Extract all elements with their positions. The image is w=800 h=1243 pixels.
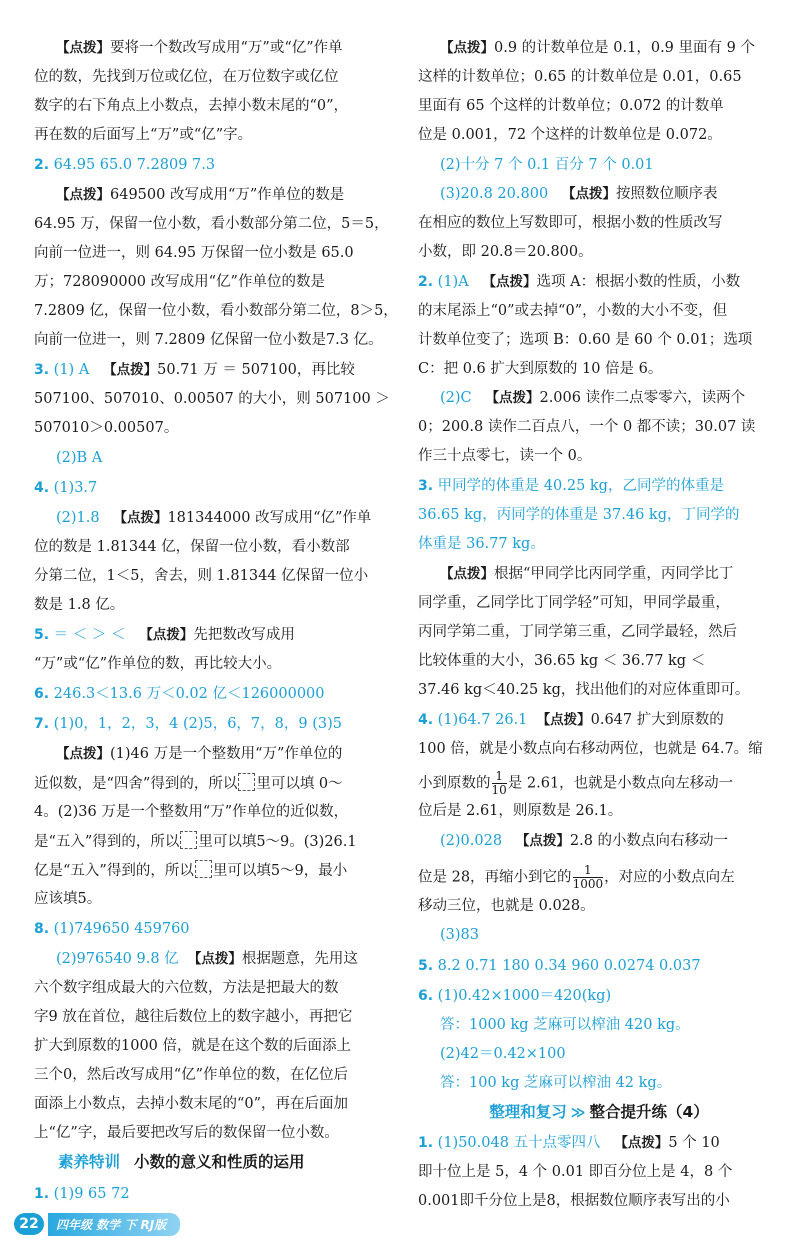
text-line: 面添上小数点，去掉小数末尾的“0”，再在后面加 — [34, 1096, 349, 1112]
answer-text: 36.65 kg，丙同学的体重是 37.46 kg，丁同学的 — [418, 507, 740, 523]
section-heading — [418, 1101, 780, 1124]
text-line — [34, 860, 396, 881]
section-heading — [34, 1151, 420, 1173]
text-line: 同学重，乙同学比丁同学轻”可知，甲同学最重， — [418, 595, 730, 611]
question-number: 4. — [418, 712, 434, 728]
question-number: 6. — [418, 988, 434, 1004]
text-segment: 亿是“五入”得到的，所以 — [34, 863, 194, 879]
answer-z1 — [418, 1133, 780, 1153]
tip-label: 【 点拨 】 — [139, 627, 193, 643]
text-segment: 里可以填5～9，最小 — [212, 863, 348, 879]
tip-label: 【 点拨 】 — [537, 712, 591, 728]
denominator: 1000 — [572, 877, 604, 891]
tip-label: 【 点拨 】 — [103, 362, 157, 378]
tip-label: 【 点拨 】 — [440, 40, 494, 56]
tip-text: 2.8 的小数点向右移动一 — [569, 833, 729, 849]
answer-text: (2)B A — [56, 450, 103, 466]
text-line: 向前一位进一，则 7.2809 亿保留一位小数是7.3 亿。 — [34, 332, 383, 348]
answer-text: (2)C — [440, 390, 472, 406]
denominator: 10 — [491, 783, 507, 797]
text-line: 三个0，然后改写成用“亿”作单位的数，在亿位后 — [34, 1067, 349, 1083]
text-segment: 里可以填5～9。(3)26.1 — [198, 834, 357, 850]
double-chevron-icon: ≫ — [570, 1105, 586, 1121]
text-line: 小数，即 20.8＝20.800。 — [418, 244, 593, 260]
question-number: 7. — [34, 716, 50, 732]
text-line: 六个数字组成最大的六位数，方法是把最大的数 — [34, 980, 339, 996]
text-line: 即十位上是 5，4 个 0.01 即百分位上是 4，8 个 — [418, 1164, 733, 1180]
tip-text: 根据“甲同学比丙同学重，丙同学比丁 — [494, 566, 734, 582]
tip-text: 按照数位顺序表 — [616, 186, 718, 202]
question-number: 5. — [418, 958, 434, 974]
tip-text: (1)46 万是一个整数用“万”作单位的 — [110, 746, 343, 762]
text-line — [418, 388, 780, 408]
numerator: 1 — [492, 770, 507, 784]
answer-text: 甲同学的体重是 40.25 kg，乙同学的体重是 — [437, 478, 724, 494]
answer-5 — [418, 956, 780, 976]
text-line: 作三十点零七，读一个 0。 — [418, 448, 592, 464]
text-line: 数是 1.8 亿。 — [34, 597, 125, 613]
answer-3 — [418, 476, 780, 496]
text-line: 分第二位，1＜5，舍去，则 1.81344 亿保留一位小 — [34, 568, 369, 584]
text-segment: ，对应的小数点向左 — [604, 869, 735, 886]
book-brand: 四年级 数学 下 RJ版 — [48, 1213, 180, 1236]
section-title: 小数的意义和性质的运用 — [134, 1153, 305, 1171]
tip-label: 【 点拨 】 — [56, 187, 110, 203]
text-line: 0.001即千分位上是8，根据数位顺序表写出的小 — [418, 1193, 730, 1209]
page-number: 22 — [14, 1213, 44, 1235]
blank-box-icon — [238, 773, 255, 791]
text-line: 0；200.8 读作二百点八，一个 0 都不读；30.07 读 — [418, 419, 756, 435]
text-line: 里面有 65 个这样的计数单位；0.072 的计数单 — [418, 98, 724, 114]
text-line: 应该填5。 — [34, 891, 102, 907]
text-line: 向前一位进一，则 64.95 万保留一位小数是 65.0 — [34, 245, 354, 261]
text-line — [34, 38, 396, 58]
text-line: C：把 0.6 扩大到原数的 10 倍是 6。 — [418, 361, 663, 377]
answer-text: (1)0.42×1000＝420(kg) — [437, 988, 612, 1004]
text-line: 上“亿”字，最后要把改写后的数保留一位小数。 — [34, 1125, 339, 1141]
answer-text: (1)50.048 五十点零四八 — [437, 1135, 601, 1151]
text-line: 这样的计数单位；0.65 的计数单位是 0.01，0.65 — [418, 69, 742, 85]
answer-text: (2)1.8 — [56, 510, 100, 526]
answer-text: 体重是 36.77 kg。 — [418, 536, 545, 552]
text-line — [34, 185, 396, 205]
tip-label: 【 点拨 】 — [56, 40, 110, 56]
tip-label: 【 点拨 】 — [485, 390, 539, 406]
text-segment: 小到原数的 — [418, 775, 491, 792]
text-line — [418, 831, 780, 851]
text-segment: 里可以填 0～ — [256, 776, 343, 792]
answer-6 — [418, 986, 780, 1006]
answer-text: (3)83 — [440, 927, 479, 943]
tip-label: 【 点拨 】 — [483, 274, 537, 290]
text-line: 507100、507010、0.00507 的大小，则 507100 ＞ — [34, 391, 390, 407]
fraction — [573, 864, 604, 891]
tip-text: 选项 A：根据小数的性质，小数 — [536, 274, 741, 290]
answer-text: ＝ ＜ ＞ ＜ — [53, 627, 126, 643]
text-segment: 位是 28，再缩小到它的 — [418, 869, 572, 886]
answer-2 — [418, 272, 780, 292]
question-number: 2. — [418, 274, 434, 290]
answer-text: (2)十分 7 个 0.1 百分 7 个 0.01 — [440, 157, 654, 173]
text-line — [418, 564, 780, 584]
text-line: 在相应的数位上写数即可，根据小数的性质改写 — [418, 215, 723, 231]
answer-text: (1)64.7 26.1 — [437, 712, 528, 728]
text-line — [418, 38, 780, 58]
text-line: 64.95 万，保留一位小数，看小数部分第二位，5＝5， — [34, 216, 389, 232]
text-line: 位是 0.001，72 个这样的计数单位是 0.072。 — [418, 127, 722, 143]
question-number: 5. — [34, 627, 50, 643]
text-line — [34, 949, 396, 969]
text-segment: 近似数，是“四舍”得到的，所以 — [34, 776, 238, 792]
text-line — [418, 770, 780, 797]
text-line: 位的数，先找到万位或亿位，在万位数字或亿位 — [34, 69, 339, 85]
tip-text: 先把数改写成用 — [193, 627, 295, 643]
fraction — [492, 770, 507, 797]
text-line — [418, 864, 780, 891]
question-number: 1. — [418, 1135, 434, 1151]
text-line: 位后是 2.61，则原数是 26.1。 — [418, 803, 623, 819]
answer-text: 64.95 65.0 7.2809 7.3 — [53, 157, 216, 173]
text-line: 计数单位变了；选项 B：0.60 是 60 个 0.01；选项 — [418, 332, 753, 348]
tip-text: 0.9 的计数单位是 0.1，0.9 里面有 9 个 — [494, 40, 755, 56]
blank-box-icon — [180, 831, 197, 849]
answer-5 — [34, 625, 396, 645]
text-line — [34, 831, 396, 852]
answer-text: 答：100 kg 芝麻可以榨油 42 kg。 — [440, 1075, 672, 1091]
section-title: 整合提升练（4） — [589, 1103, 709, 1121]
text-line: “万”或“亿”作单位的数，再比较大小。 — [34, 656, 282, 672]
text-line: 的末尾添上“0”或去掉“0”，小数的大小不变，但 — [418, 303, 728, 319]
numerator: 1 — [573, 864, 604, 878]
answer-text: 246.3＜13.6 万＜0.02 亿＜126000000 — [53, 686, 325, 702]
answer-text: 答：1000 kg 芝麻可以榨油 420 kg。 — [440, 1017, 690, 1033]
text-line: 数字的右下角点上小数点，去掉小数末尾的“0”， — [34, 98, 349, 114]
answer-text: (1)9 65 72 — [53, 1186, 130, 1202]
answer-text: (3)20.8 20.800 — [440, 186, 549, 202]
question-number: 3. — [34, 362, 50, 378]
answer-text: (1) A — [53, 362, 90, 378]
text-line: 字9 放在首位，越往后数位上的数字越小，再把它 — [34, 1009, 353, 1025]
tip-text: 181344000 改写成用“亿”作单 — [167, 510, 372, 526]
answer-text: (1)3.7 — [53, 480, 98, 496]
text-segment: 是 2.61，也就是小数点向左移动一 — [507, 775, 734, 792]
text-line — [34, 773, 396, 794]
answer-2 — [34, 155, 396, 175]
tip-label: 【 点拨 】 — [113, 510, 167, 526]
blank-box-icon — [195, 860, 212, 878]
answer-4 — [418, 710, 780, 730]
answer-3 — [34, 360, 396, 380]
section-label: 整理和复习 — [489, 1103, 567, 1121]
text-line: 位的数是 1.81344 亿，保留一位小数，看小数部 — [34, 539, 350, 555]
tip-label: 【 点拨 】 — [562, 186, 616, 202]
tip-label: 【 点拨 】 — [440, 566, 494, 582]
text-line: 移动三位，也就是 0.028。 — [418, 898, 595, 914]
tip-text: 0.647 扩大到原数的 — [590, 712, 724, 728]
text-line: 比较体重的大小，36.65 kg ＜ 36.77 kg ＜ — [418, 653, 706, 669]
answer-text: 8.2 0.71 180 0.34 960 0.0274 0.037 — [437, 958, 701, 974]
answer-8 — [34, 919, 396, 939]
question-number: 8. — [34, 921, 50, 937]
tip-text: 2.006 读作二点零零六，读两个 — [539, 390, 746, 406]
tip-text: 根据题意，先用这 — [241, 951, 358, 967]
tip-text: 649500 改写成用“万”作单位的数是 — [110, 187, 345, 203]
page-footer — [14, 1212, 180, 1236]
answer-s1 — [34, 1184, 396, 1204]
tip-label: 【 点拨 】 — [614, 1135, 668, 1151]
question-number: 6. — [34, 686, 50, 702]
text-segment: 是“五入”得到的，所以 — [34, 834, 180, 850]
text-line: 再在数的后面写上“万”或“亿”字。 — [34, 127, 253, 143]
tip-text: 5 个 10 — [668, 1135, 720, 1151]
text-line: 507010＞0.00507。 — [34, 420, 179, 436]
tip-text: 50.71 万 ＝ 507100，再比较 — [157, 362, 355, 378]
text-line — [34, 508, 396, 528]
text-line: 丙同学第二重，丁同学第三重，乙同学最轻，然后 — [418, 624, 737, 640]
text-line: 扩大到原数的1000 倍，就是在这个数的后面添上 — [34, 1038, 352, 1054]
answer-text: (2)0.028 — [440, 833, 503, 849]
question-number: 4. — [34, 480, 50, 496]
answer-4 — [34, 478, 396, 498]
answer-text: (1)0，1，2，3，4 (2)5，6，7，8，9 (3)5 — [53, 716, 342, 732]
section-label: 素养特训 — [58, 1153, 121, 1171]
text-line: 37.46 kg＜40.25 kg，找出他们的对应体重即可。 — [418, 682, 750, 698]
text-line: 7.2809 亿，保留一位小数，看小数部分第二位，8＞5， — [34, 303, 398, 319]
tip-label: 【 点拨 】 — [188, 951, 242, 967]
text-line — [418, 184, 780, 204]
text-line — [34, 744, 396, 764]
text-line: 万；728090000 改写成用“亿”作单位的数是 — [34, 274, 325, 290]
question-number: 3. — [418, 478, 434, 494]
answer-text: (1)749650 459760 — [53, 921, 190, 937]
question-number: 1. — [34, 1186, 50, 1202]
answer-6 — [34, 684, 396, 704]
text-line: 100 倍，就是小数点向右移动两位，也就是 64.7。缩 — [418, 741, 763, 757]
answer-text: (2)42＝0.42×100 — [440, 1046, 566, 1062]
tip-text: 要将一个数改写成用“万”或“亿”作单 — [110, 40, 343, 56]
answer-7 — [34, 714, 396, 734]
answer-text: (2)976540 9.8 亿 — [56, 951, 179, 967]
answer-text: (1)A — [437, 274, 469, 290]
text-line: 4。(2)36 万是一个整数用“万”作单位的近似数， — [34, 804, 349, 820]
tip-label: 【 点拨 】 — [516, 833, 570, 849]
tip-label: 【 点拨 】 — [56, 746, 110, 762]
question-number: 2. — [34, 157, 50, 173]
